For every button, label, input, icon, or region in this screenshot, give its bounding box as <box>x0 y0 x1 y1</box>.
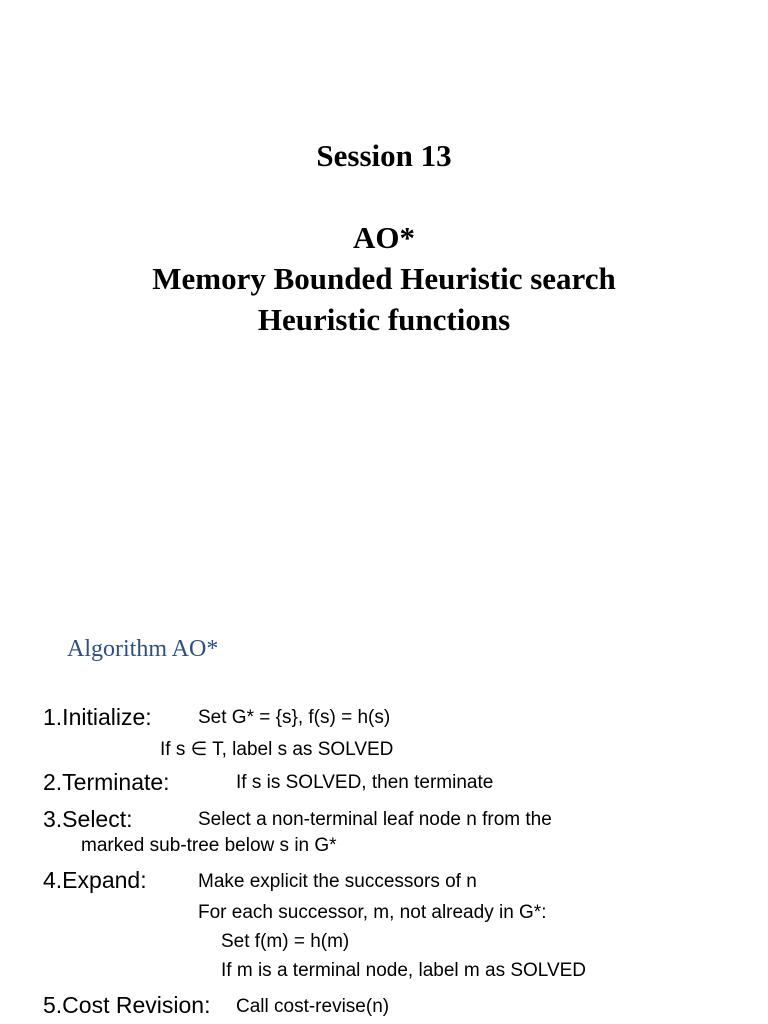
step-initialize-subtext: If s ∈ T, label s as SOLVED <box>160 739 394 760</box>
step-select-text: Select a non-terminal leaf node n from the <box>198 809 552 830</box>
step-expand-text: Make explicit the successors of n <box>198 871 477 892</box>
step-expand-subtext-3: If m is a terminal node, label m as SOLVED <box>221 960 587 981</box>
title-line-heuristic-functions: Heuristic functions <box>257 302 511 337</box>
step-cost-revision-text: Call cost-revise(n) <box>236 996 390 1017</box>
title-line-ao-star: AO* <box>353 220 415 255</box>
step-cost-revision-label: 5.Cost Revision: <box>43 992 211 1018</box>
session-title: Session 13 <box>316 138 452 173</box>
algorithm-heading: Algorithm AO* <box>67 636 219 662</box>
step-terminate-label: 2.Terminate: <box>43 769 170 795</box>
step-select-label: 3.Select: <box>43 806 133 832</box>
step-select-continuation: marked sub-tree below s in G* <box>81 835 337 856</box>
step-terminate-text: If s is SOLVED, then terminate <box>236 772 494 793</box>
step-expand-label: 4.Expand: <box>43 867 147 893</box>
title-line-memory-bounded: Memory Bounded Heuristic search <box>152 261 616 296</box>
step-expand-subtext-1: For each successor, m, not already in G*: <box>198 902 547 923</box>
step-initialize-text: Set G* = {s}, f(s) = h(s) <box>198 707 391 728</box>
step-expand-subtext-2: Set f(m) = h(m) <box>221 931 350 952</box>
step-initialize-label: 1.Initialize: <box>43 704 152 730</box>
